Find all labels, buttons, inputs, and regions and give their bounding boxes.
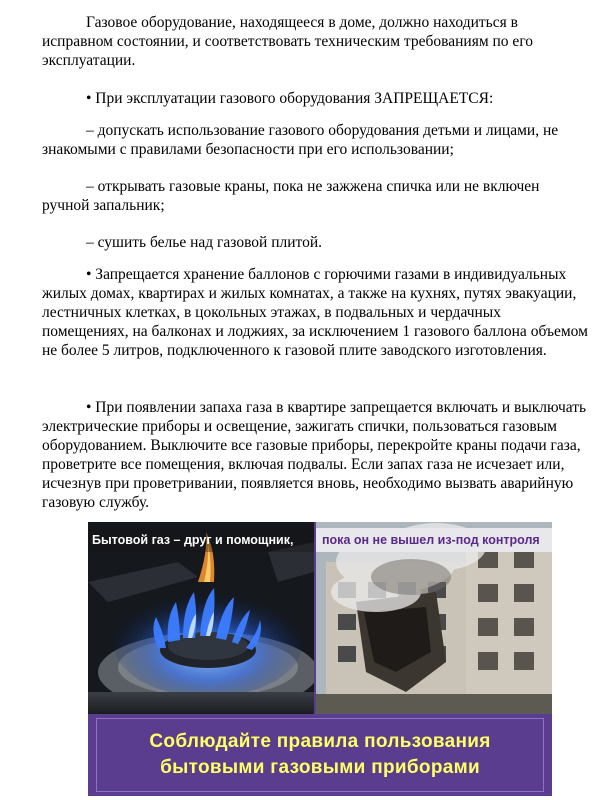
poster-slogan [106,722,534,788]
slogan-line-1: Соблюдайте правила пользования [149,731,491,752]
paragraph-intro: Газовое оборудование, находящееся в доме, должно находиться в исправном состоянии, и соответствовать техническим требованиям по его эксплуатации. [42,14,534,69]
safety-poster [88,522,552,796]
slogan-line-2: бытовыми газовыми приборами [160,757,480,778]
paragraph-rule-valves: – открывать газовые краны, пока не зажжена спичка или не включен ручной запальник; [42,178,540,214]
paragraph-cylinder-storage: • Запрещается хранение баллонов с горючими газами в индивидуальных жилых домах, квартирах и жилых комнатах, а также на кухнях, путях эвакуации, лестничных клетках, в цокольных этажах, в подвальных и чердачных помещениях, на балконах и лоджиях, за исключением 1 газового баллона объемом не более 5 литров, подключенного к газовой плите заводского изготовления. [42,266,588,359]
caption-right: пока он не вышел из-под контроля [316,528,552,552]
paragraph-gas-smell: • При появлении запаха газа в квартире запрещается включать и выключать электрические приборы и освещение, зажигать спички, пользоваться газовым оборудованием. Выключите все газовые приборы, перекройте краны подачи газа, проветрите все помещения, включая подвалы. Если запах газа не исчезает или, исчезнув при проветривании, появляется вновь, необходимо вызвать аварийную газовую службу. [42,399,587,511]
paragraph-rule-children: – допускать использование газового оборудования детьми и лицами, не знакомыми с правилами безопасности при его использовании; [42,122,559,158]
caption-left: Бытовой газ – друг и помощник, [88,528,314,552]
paragraph-prohibited-header: • При эксплуатации газового оборудования ЗАПРЕЩАЕТСЯ: [86,90,494,107]
paragraph-rule-drying: – сушить белье над газовой плитой. [86,234,323,251]
